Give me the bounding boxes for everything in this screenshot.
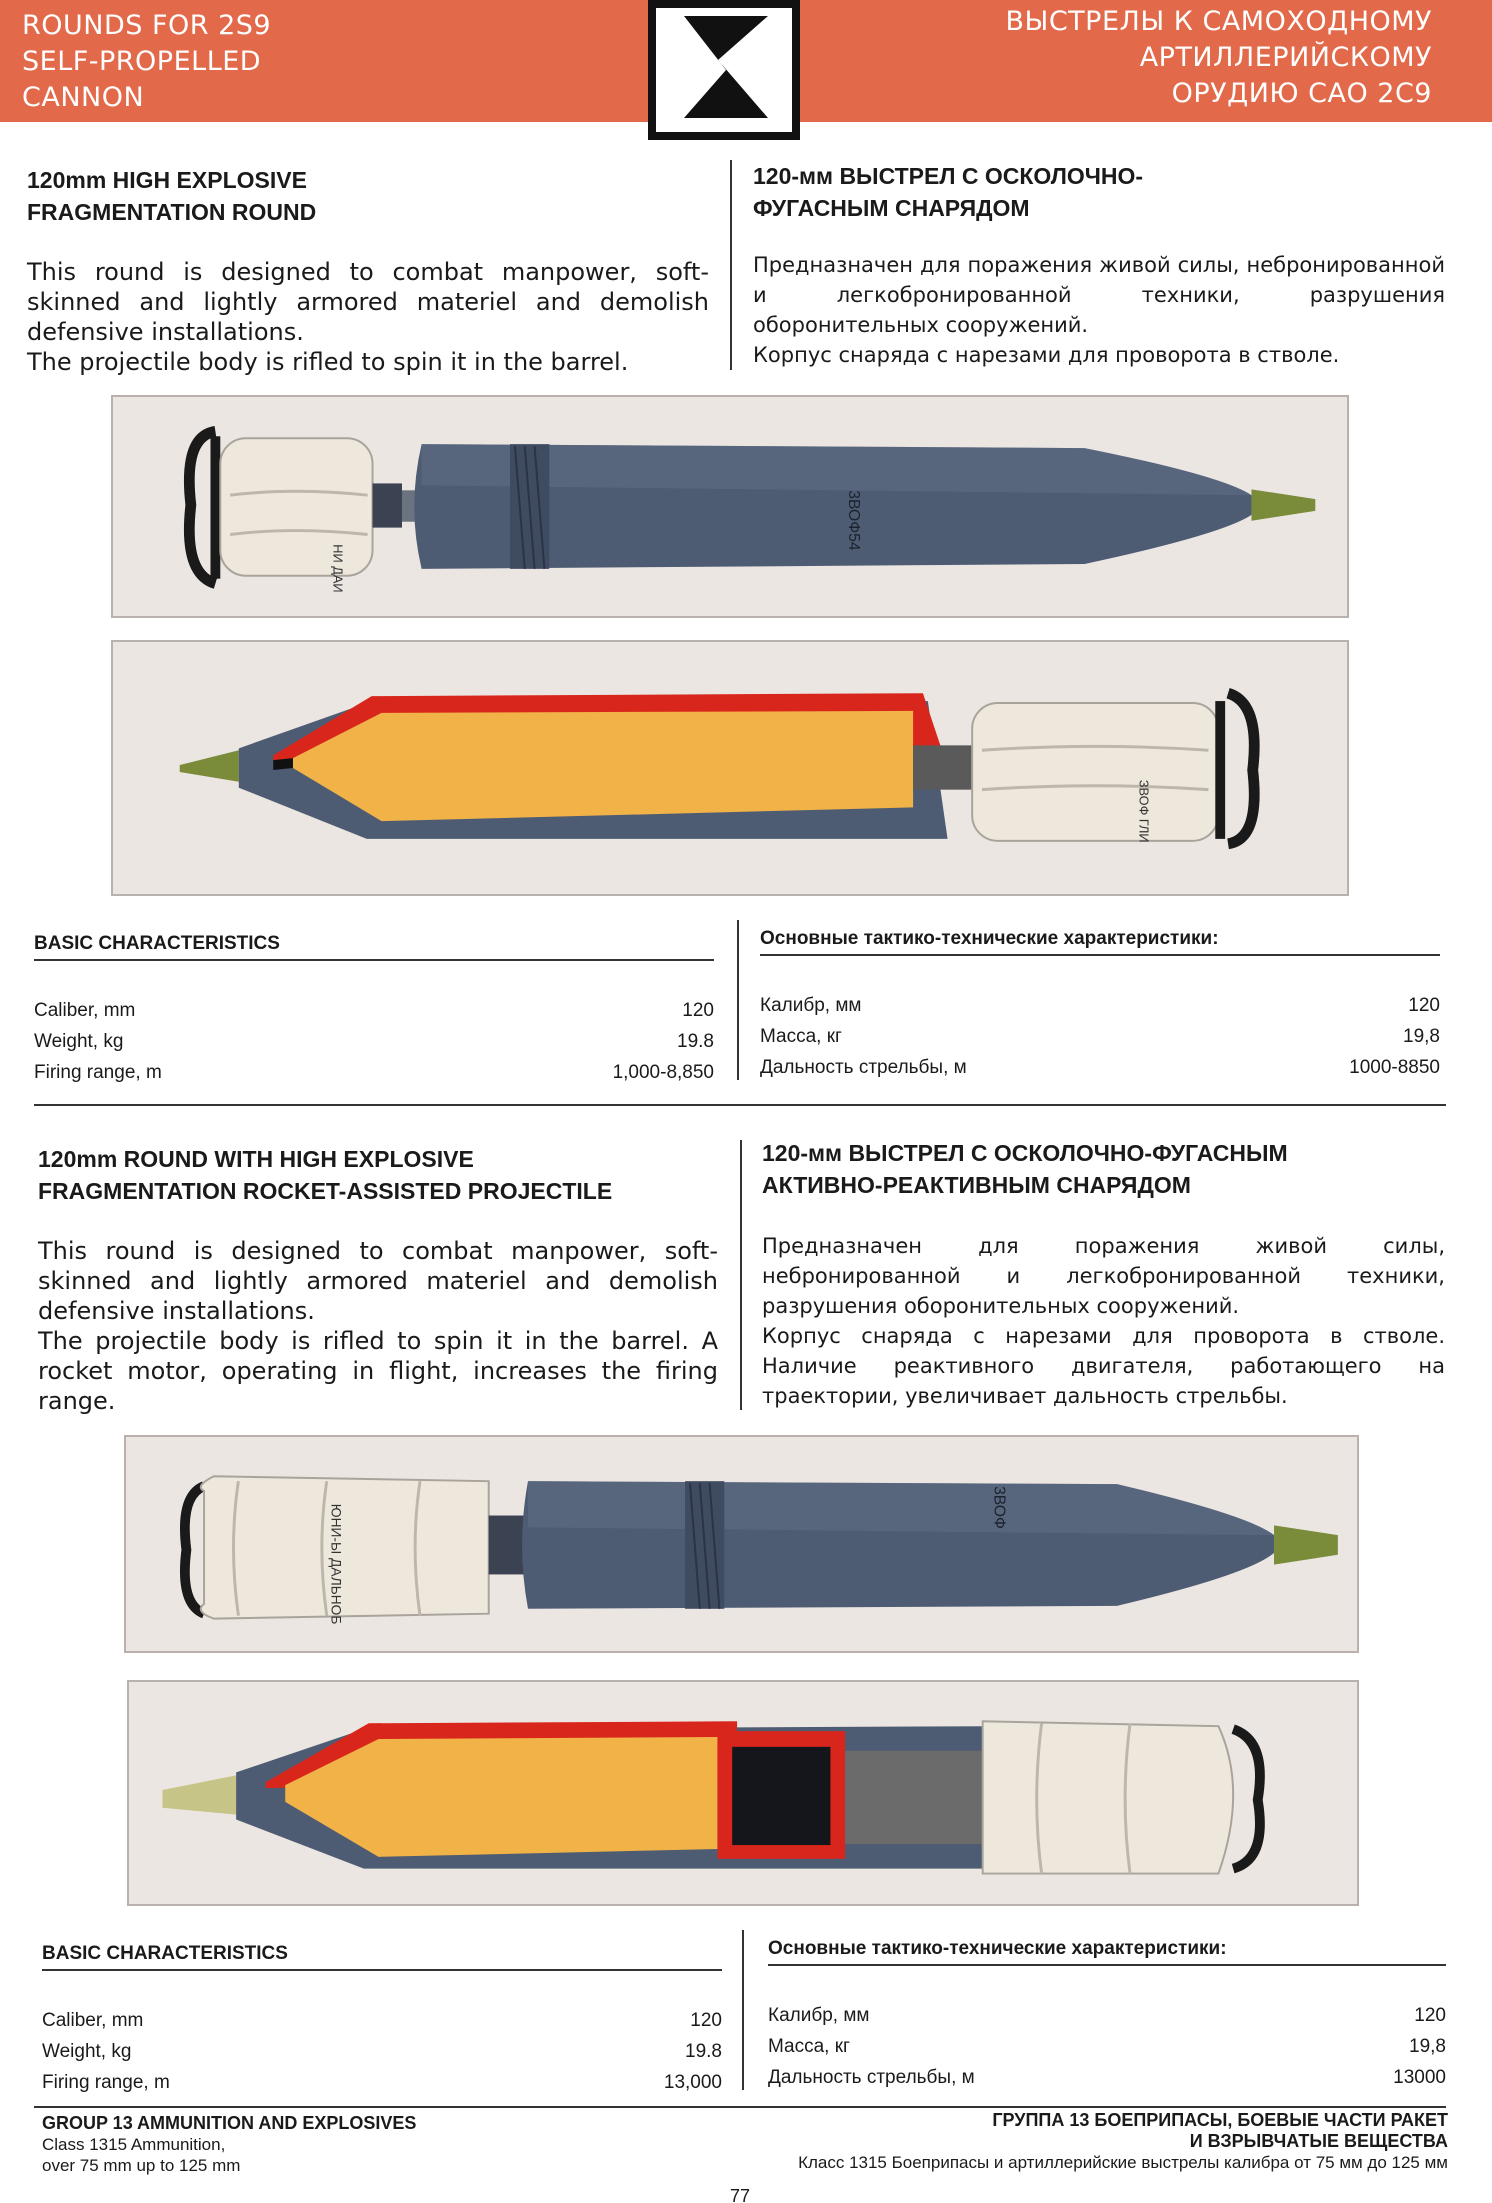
spec-row bbox=[768, 2062, 1446, 2093]
svg-text:3ВОФ: 3ВОФ bbox=[990, 1486, 1008, 1529]
logo-icon bbox=[656, 8, 792, 132]
footer-group: ГРУППА 13 БОЕПРИПАСЫ, БОЕВЫЕ ЧАСТИ РАКЕТ bbox=[992, 2110, 1448, 2130]
spec-label: Caliber, mm bbox=[42, 2010, 144, 2031]
section1-specs-ru bbox=[760, 928, 1440, 1083]
spec-label: Калибр, мм bbox=[760, 995, 862, 1016]
header-en-line: SELF-PROPELLED bbox=[22, 46, 262, 77]
spec-row bbox=[760, 1021, 1440, 1052]
section2-specs-ru bbox=[768, 1938, 1446, 2093]
paragraph: This round is designed to combat manpower, soft-skinned and lightly armored materiel and demolish defensive installations. bbox=[38, 1237, 718, 1325]
header-title-en bbox=[0, 0, 648, 122]
spec-label: Weight, kg bbox=[34, 1031, 124, 1052]
projectile-illustration bbox=[126, 1437, 1357, 1651]
spec-row bbox=[42, 2067, 722, 2098]
section2-body-en bbox=[38, 1236, 718, 1416]
paragraph: Предназначен для поражения живой силы, небронированной и легкобронированной техники, разрушения оборонительных сооружений. bbox=[762, 1234, 1445, 1318]
header-ru-line: ВЫСТРЕЛЫ К САМОХОДНОМУ bbox=[1005, 6, 1432, 37]
section2-title-ru bbox=[762, 1137, 1462, 1201]
svg-text:3ВОФ54: 3ВОФ54 bbox=[844, 490, 862, 551]
spec-value: 1,000-8,850 bbox=[612, 1062, 714, 1083]
spec-row bbox=[768, 2031, 1446, 2062]
page-number: 77 bbox=[730, 2186, 751, 2203]
spec-value: 19.8 bbox=[685, 2041, 722, 2062]
header-en-line: CANNON bbox=[22, 82, 145, 113]
header-title-ru bbox=[800, 0, 1492, 122]
title-line: 120-мм ВЫСТРЕЛ С ОСКОЛОЧНО-ФУГАСНЫМ bbox=[762, 1140, 1288, 1166]
section1-title-en bbox=[27, 164, 707, 228]
spec-label: Масса, кг bbox=[768, 2036, 850, 2057]
section1-body-en bbox=[27, 257, 709, 377]
footer-class-line: over 75 mm up to 125 mm bbox=[42, 2156, 241, 2175]
spec-row bbox=[42, 2036, 722, 2067]
cutaway-illustration bbox=[129, 1682, 1357, 1904]
footer-group: И ВЗРЫВЧАТЫЕ ВЕЩЕСТВА bbox=[1189, 2131, 1448, 2151]
specs-heading: BASIC CHARACTERISTICS bbox=[42, 1943, 722, 1971]
spec-row bbox=[760, 990, 1440, 1021]
spec-row bbox=[34, 1026, 714, 1057]
photo-round-exterior bbox=[111, 395, 1349, 618]
svg-text:НИ ДАИ: НИ ДАИ bbox=[330, 544, 346, 593]
header-ru-line: АРТИЛЛЕРИЙСКОМУ bbox=[1139, 42, 1432, 73]
header-en-line: ROUNDS FOR 2S9 bbox=[22, 10, 272, 41]
spec-value: 120 bbox=[1414, 2005, 1446, 2026]
paragraph: Корпус снаряда с нарезами для проворота в стволе. Наличие реактивного двигателя, работающего на траектории, увеличивает дальность стрельбы. bbox=[762, 1324, 1445, 1408]
spec-value: 19,8 bbox=[1409, 2036, 1446, 2057]
spec-label: Firing range, m bbox=[42, 2072, 170, 2093]
paragraph: This round is designed to combat manpower, soft-skinned and lightly armored materiel and demolish defensive installations. bbox=[27, 258, 709, 346]
photo-rocket-round-cutaway bbox=[127, 1680, 1359, 1906]
spec-value: 19,8 bbox=[1403, 1026, 1440, 1047]
spec-value: 120 bbox=[682, 1000, 714, 1021]
section1-specs-en bbox=[34, 933, 714, 1088]
spec-label: Калибр, мм bbox=[768, 2005, 870, 2026]
section2-title-en bbox=[38, 1143, 738, 1207]
spec-row bbox=[768, 2000, 1446, 2031]
specs-heading: Основные тактико-технические характеристики: bbox=[760, 928, 1440, 956]
spec-row bbox=[42, 2005, 722, 2036]
title-line: 120mm ROUND WITH HIGH EXPLOSIVE bbox=[38, 1146, 474, 1172]
paragraph: Корпус снаряда с нарезами для проворота в стволе. bbox=[753, 343, 1340, 367]
specs-heading: Основные тактико-технические характеристики: bbox=[768, 1938, 1446, 1966]
footer-group: GROUP 13 AMMUNITION AND EXPLOSIVES bbox=[42, 2113, 417, 2133]
column-divider bbox=[737, 920, 739, 1080]
photo-rocket-round-exterior bbox=[124, 1435, 1359, 1653]
spec-row bbox=[34, 995, 714, 1026]
svg-text:ЮНИ-Ы ДАЛЬНОБ: ЮНИ-Ы ДАЛЬНОБ bbox=[328, 1503, 344, 1625]
spec-row bbox=[760, 1052, 1440, 1083]
spec-label: Дальность стрельбы, м bbox=[760, 1057, 967, 1078]
header-ru-line: ОРУДИЮ САО 2С9 bbox=[1171, 78, 1432, 109]
section1-title-ru bbox=[753, 160, 1453, 224]
spec-value: 1000-8850 bbox=[1349, 1057, 1440, 1078]
spec-value: 13000 bbox=[1393, 2067, 1446, 2088]
spec-value: 19.8 bbox=[677, 1031, 714, 1052]
title-line: 120mm HIGH EXPLOSIVE bbox=[27, 167, 307, 193]
column-divider bbox=[730, 160, 732, 370]
title-line: FRAGMENTATION ROUND bbox=[27, 199, 317, 225]
spec-value: 13,000 bbox=[663, 2072, 722, 2093]
photo-round-cutaway bbox=[111, 640, 1349, 896]
section1-body-ru bbox=[753, 250, 1445, 370]
spec-value: 120 bbox=[690, 2010, 722, 2031]
footer-classification-ru bbox=[798, 2110, 1448, 2173]
publisher-logo bbox=[648, 0, 800, 140]
title-line: ФУГАСНЫМ СНАРЯДОМ bbox=[753, 195, 1030, 221]
column-divider bbox=[742, 1930, 744, 2090]
svg-text:ЗВОФ ГЛИ: ЗВОФ ГЛИ bbox=[1136, 779, 1152, 843]
column-divider bbox=[740, 1140, 742, 1410]
footer-class-line: Class 1315 Ammunition, bbox=[42, 2135, 226, 2154]
paragraph: The projectile body is rifled to spin it in the barrel. A rocket motor, operating in flight, increases the firing range. bbox=[38, 1327, 718, 1415]
paragraph: The projectile body is rifled to spin it in the barrel. bbox=[27, 348, 629, 376]
spec-label: Дальность стрельбы, м bbox=[768, 2067, 975, 2088]
paragraph: Предназначен для поражения живой силы, небронированной и легкобронированной техники, разрушения оборонительных сооружений. bbox=[753, 253, 1445, 337]
spec-label: Caliber, mm bbox=[34, 1000, 136, 1021]
specs-heading: BASIC CHARACTERISTICS bbox=[34, 933, 714, 961]
title-line: 120-мм ВЫСТРЕЛ С ОСКОЛОЧНО- bbox=[753, 163, 1144, 189]
cutaway-illustration bbox=[113, 642, 1347, 894]
footer-divider bbox=[34, 2106, 1446, 2108]
spec-label: Масса, кг bbox=[760, 1026, 842, 1047]
title-line: АКТИВНО-РЕАКТИВНЫМ СНАРЯДОМ bbox=[762, 1172, 1191, 1198]
section2-body-ru bbox=[762, 1231, 1445, 1411]
spec-row bbox=[34, 1057, 714, 1088]
footer-class-line: Класс 1315 Боеприпасы и артиллерийские выстрелы калибра от 75 мм до 125 мм bbox=[798, 2153, 1448, 2172]
spec-value: 120 bbox=[1408, 995, 1440, 1016]
spec-label: Firing range, m bbox=[34, 1062, 162, 1083]
section2-specs-en bbox=[42, 1943, 722, 2098]
footer-classification-en bbox=[42, 2113, 416, 2176]
spec-label: Weight, kg bbox=[42, 2041, 132, 2062]
title-line: FRAGMENTATION ROCKET-ASSISTED PROJECTILE bbox=[38, 1178, 613, 1204]
section-divider bbox=[34, 1104, 1446, 1106]
projectile-illustration bbox=[113, 397, 1347, 616]
